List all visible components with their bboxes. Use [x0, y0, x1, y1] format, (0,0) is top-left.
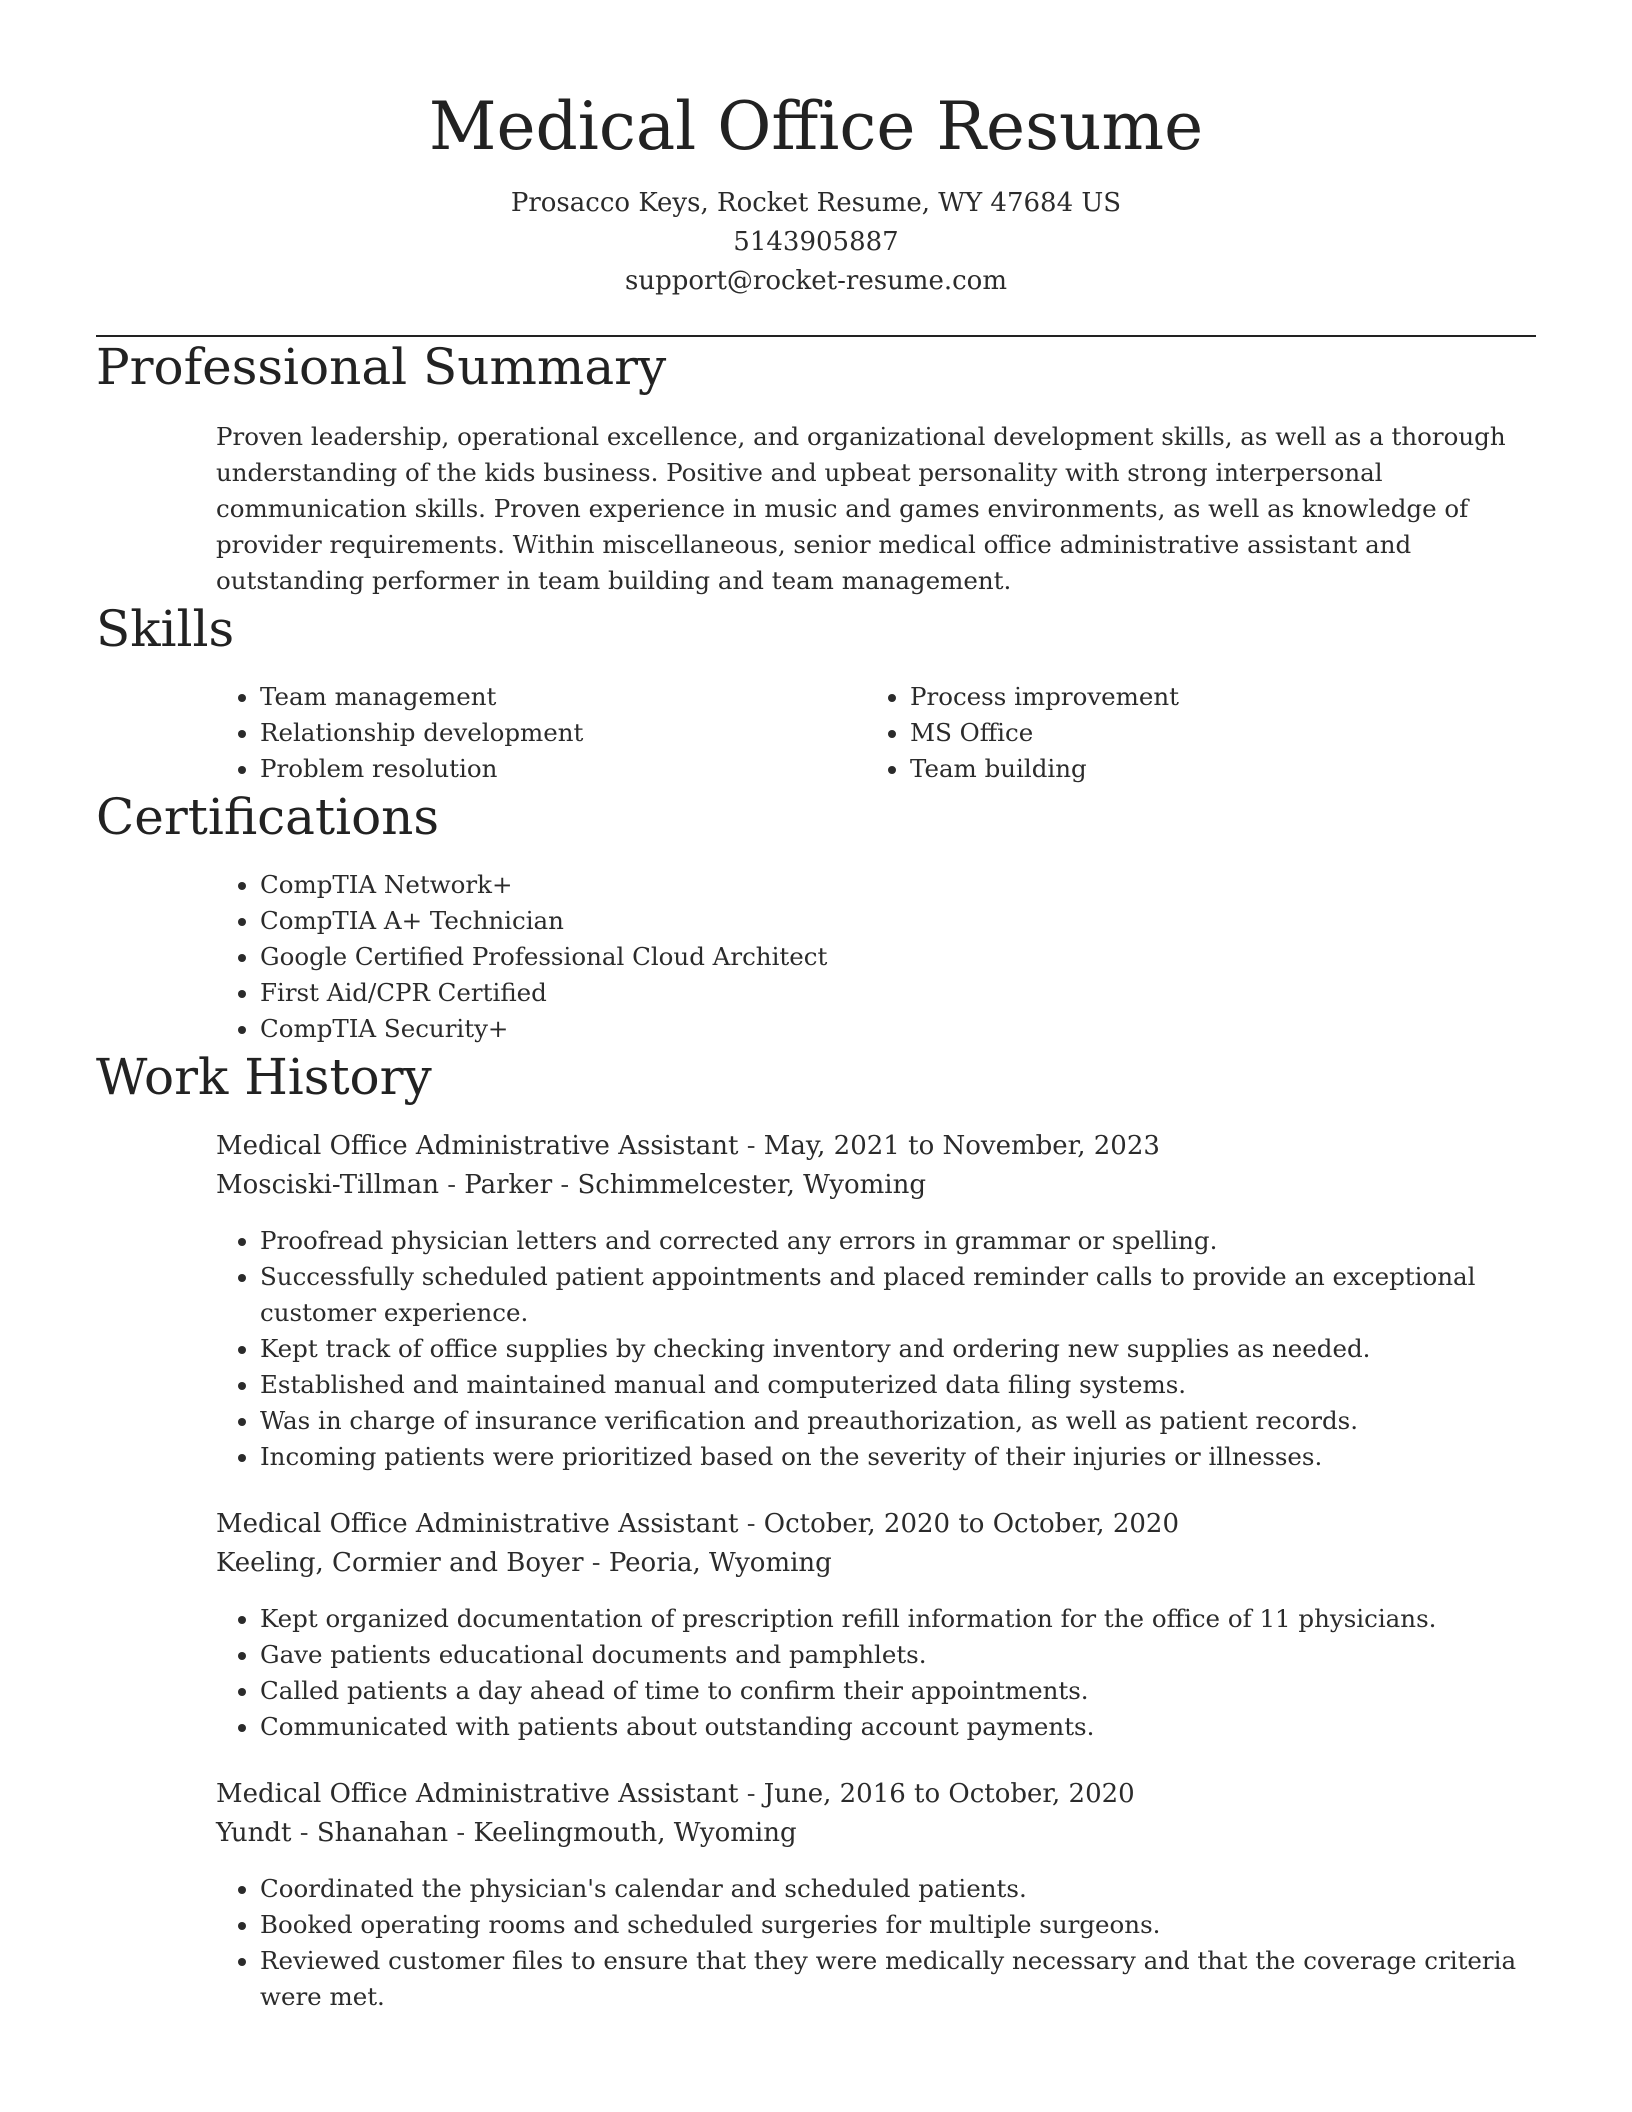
job-duty: • Called patients a day ahead of time to confirm their appointments. [260, 1673, 1536, 1709]
job-duties-list [216, 1223, 1536, 1475]
job-manager: Parker [464, 1170, 553, 1200]
skills-column-right [866, 679, 1516, 787]
contact-block [96, 184, 1536, 301]
certifications-heading: Certifications [96, 788, 440, 846]
job-duty: • Communicated with patients about outstanding account payments. [260, 1709, 1536, 1745]
job-title-line: Medical Office Administrative Assistant - October, 2020 to October, 2020 [216, 1509, 1179, 1539]
job-duties-list [216, 1601, 1536, 1745]
skill-item: • MS Office [910, 715, 1516, 751]
work-history-heading: Work History [96, 1048, 432, 1106]
job-title-line: Medical Office Administrative Assistant - May, 2021 to November, 2023 [216, 1131, 1160, 1161]
certification-item: • CompTIA Security+ [260, 1011, 1536, 1047]
job-dates: June, 2016 to October, 2020 [763, 1779, 1135, 1809]
certification-item: • First Aid/CPR Certified [260, 975, 1536, 1011]
job-location: Schimmelcester, Wyoming [577, 1170, 926, 1200]
skill-item: • Team building [910, 751, 1516, 787]
job-title: Medical Office Administrative Assistant [216, 1779, 739, 1809]
job-duty: • Successfully scheduled patient appointments and placed reminder calls to provide an exceptional customer experience. [260, 1259, 1536, 1331]
resume-title: Medical Office Resume [428, 88, 1204, 165]
job-entry [216, 1505, 1536, 1745]
skills-heading: Skills [96, 600, 235, 658]
job-location: Peoria, Wyoming [608, 1548, 832, 1578]
job-duty: • Was in charge of insurance verification and preauthorization, as well as patient records. [260, 1403, 1536, 1439]
job-manager: Shanahan [316, 1818, 449, 1848]
job-company: Keeling, Cormier and Boyer [216, 1548, 584, 1578]
certification-item: • Google Certified Professional Cloud Architect [260, 939, 1536, 975]
skills-list [216, 679, 1536, 787]
skill-item: • Team management [260, 679, 866, 715]
certification-item: • CompTIA Network+ [260, 867, 1536, 903]
certifications-list [216, 867, 1536, 1047]
job-entry [216, 1127, 1536, 1475]
contact-email: support@rocket-resume.com [624, 266, 1007, 296]
job-employer-line: Yundt - Shanahan - Keelingmouth, Wyoming [216, 1818, 797, 1848]
contact-address: Prosacco Keys, Rocket Resume, WY 47684 US [510, 188, 1122, 218]
job-dates: October, 2020 to October, 2020 [763, 1509, 1179, 1539]
job-duty: • Reviewed customer files to ensure that they were medically necessary and that the coverage criteria were met. [260, 1943, 1536, 2015]
job-duties-list [216, 1871, 1536, 2015]
summary-text: Proven leadership, operational excellence, and organizational development skills, as well as a thorough understanding of the kids business. Positive and upbeat personality with strong interpersonal communication skills. Proven experience in music and games environments, as well as knowledge of provider requirements. Within miscellaneous, senior medical office administrative assistant and outstanding performer in team building and team management. [216, 422, 1506, 595]
job-duty: • Incoming patients were prioritized based on the severity of their injuries or illnesses. [260, 1439, 1536, 1475]
job-company: Mosciski-Tillman [216, 1170, 439, 1200]
job-dates: May, 2021 to November, 2023 [763, 1131, 1160, 1161]
certification-item: • CompTIA A+ Technician [260, 903, 1536, 939]
job-duty: • Established and maintained manual and computerized data filing systems. [260, 1367, 1536, 1403]
job-duty: • Kept track of office supplies by checking inventory and ordering new supplies as needed. [260, 1331, 1536, 1367]
job-title: Medical Office Administrative Assistant [216, 1131, 739, 1161]
summary-heading: Professional Summary [96, 338, 667, 396]
contact-phone: 5143905887 [733, 227, 899, 257]
skill-item: • Process improvement [910, 679, 1516, 715]
job-company: Yundt [216, 1818, 292, 1848]
job-employer-line: Mosciski-Tillman - Parker - Schimmelcester, Wyoming [216, 1170, 926, 1200]
job-duty: • Proofread physician letters and corrected any errors in grammar or spelling. [260, 1223, 1536, 1259]
job-duty: • Coordinated the physician's calendar and scheduled patients. [260, 1871, 1536, 1907]
job-duty: • Kept organized documentation of prescription refill information for the office of 11 physicians. [260, 1601, 1536, 1637]
job-title-line: Medical Office Administrative Assistant - June, 2016 to October, 2020 [216, 1779, 1135, 1809]
resume-page [96, 0, 1536, 2015]
job-location: Keelingmouth, Wyoming [473, 1818, 797, 1848]
job-duty: • Gave patients educational documents and pamphlets. [260, 1637, 1536, 1673]
skills-column-left [216, 679, 866, 787]
skill-item: • Relationship development [260, 715, 866, 751]
job-entry [216, 1775, 1536, 2015]
job-title: Medical Office Administrative Assistant [216, 1509, 739, 1539]
job-duty: • Booked operating rooms and scheduled surgeries for multiple surgeons. [260, 1907, 1536, 1943]
skill-item: • Problem resolution [260, 751, 866, 787]
job-employer-line: Keeling, Cormier and Boyer - Peoria, Wyoming [216, 1548, 832, 1578]
